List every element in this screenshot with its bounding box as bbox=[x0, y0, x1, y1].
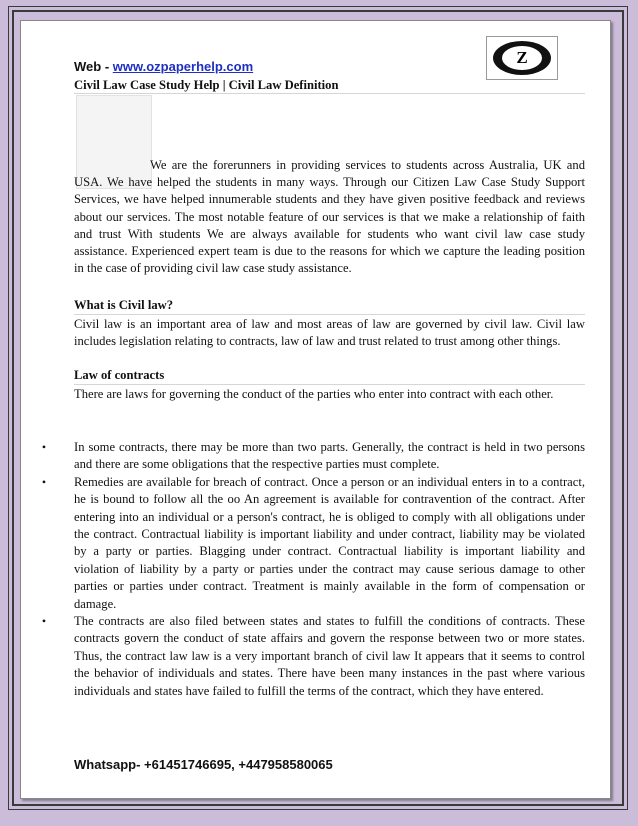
bullet-icon: • bbox=[41, 474, 47, 489]
list-item-text: The contracts are also filed between states and states to fulfill the conditions of contracts. These contracts govern the conduct of state affairs and govern the response between two or more states. Thus, the contract law law is a very important branch of civil law It appears that it seems to control the behavior of individuals and states. There have been many instances in the past where various individuals and states have failed to fulfill the terms of the contract, which they have entered. bbox=[74, 614, 585, 698]
list-item bbox=[39, 613, 585, 700]
website-label: Web - bbox=[74, 59, 113, 74]
list-item bbox=[39, 474, 585, 613]
contract-points-list bbox=[39, 439, 585, 700]
header-website bbox=[74, 59, 253, 74]
list-item-text: Remedies are available for breach of contract. Once a person or an individual enters in to a contract, he is bound to follow all the oo An agreement is available for contravention of the contract. After entering into an individual or a person's contract, he is obliged to comply with all obligations under the contract. Contractual liability is important liability and under contract, liability may be violated by a party or parties. Blagging under contract. Contractual liability is important liability and violation of liability by a party or parties under the contract may cause serious damage to other parties or parties under contract. Treatment is mainly available in the form of compensation or damage. bbox=[74, 474, 585, 611]
heading-civil-law: What is Civil law? bbox=[74, 297, 585, 315]
list-item-text: In some contracts, there may be more than two parts. Generally, the contract is held in two persons and there are some obligations that the respective parties must complete. bbox=[74, 440, 585, 472]
bullet-icon: • bbox=[41, 440, 47, 454]
footer-whatsapp: Whatsapp- +61451746695, +447958580065 bbox=[74, 757, 333, 772]
list-item bbox=[39, 439, 585, 474]
company-logo bbox=[486, 36, 558, 80]
logo-letter: Z bbox=[502, 46, 542, 70]
document-page bbox=[20, 20, 611, 799]
intro-paragraph: We are the forerunners in providing services to students across Australia, UK and USA. We have helped the students in many ways. Through our Citizen Law Case Study Support Services, we have helped innumerable students and they have given positive feedback and reviews about our services. The most notable feature of our services is that we make a relationship of faith and trust With students We are always available for students who want civil law case study assistance. Experienced expert team is due to the reasons for which we capture the leading position in the case of providing civil law case study assistance. bbox=[74, 158, 585, 276]
heading-law-of-contracts: Law of contracts bbox=[74, 367, 585, 385]
civil-law-paragraph: Civil law is an important area of law and most areas of law are governed by civil law. Civil law includes legislation relating to contracts, law of law and trust related to trust among other things. bbox=[74, 317, 585, 349]
contracts-paragraph: There are laws for governing the conduct of the parties who enter into contract with each other. bbox=[74, 387, 554, 401]
logo-oval bbox=[493, 41, 551, 75]
page-title: Civil Law Case Study Help | Civil Law Definition bbox=[74, 77, 585, 94]
website-link[interactable]: www.ozpaperhelp.com bbox=[112, 59, 254, 74]
bullet-icon: • bbox=[41, 614, 47, 629]
